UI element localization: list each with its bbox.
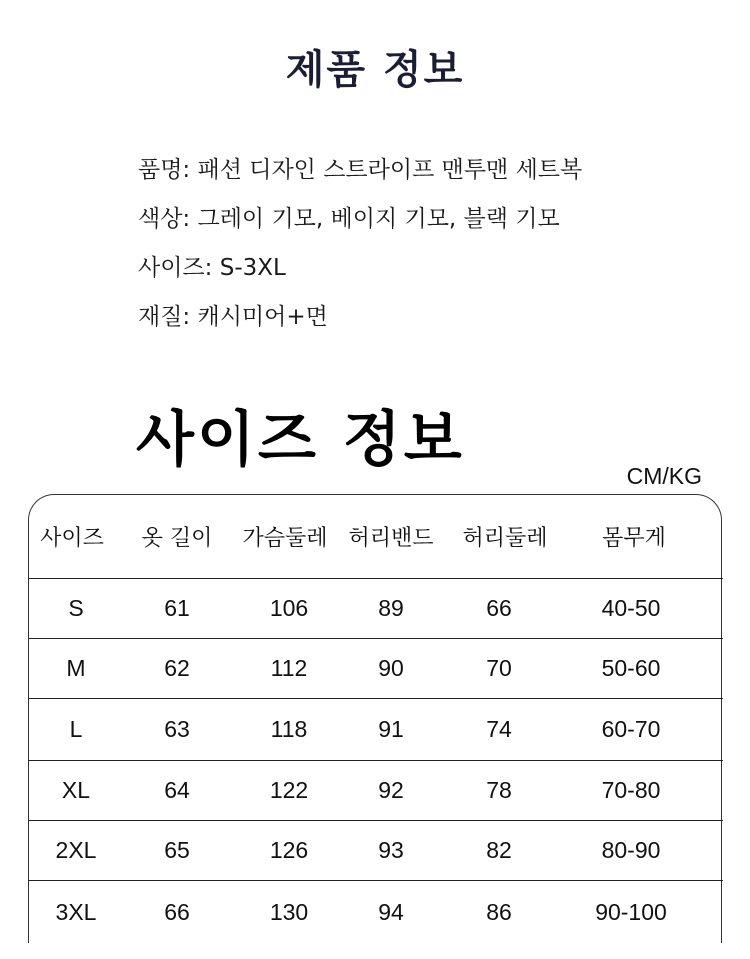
table-row bbox=[29, 881, 723, 944]
cell-size: S bbox=[68, 595, 84, 621]
header-waist: 허리둘레 bbox=[462, 526, 548, 551]
product-info-title: 제품 정보 bbox=[285, 47, 465, 93]
header-weight: 몸무게 bbox=[602, 526, 666, 551]
cell-chest: 112 bbox=[270, 655, 308, 681]
cell-size: 2XL bbox=[55, 837, 97, 863]
cell-weight: 70-80 bbox=[601, 777, 661, 803]
cell-weight: 60-70 bbox=[601, 716, 661, 742]
cell-length: 65 bbox=[164, 837, 190, 863]
cell-size: 3XL bbox=[55, 899, 97, 925]
header-length: 옷 길이 bbox=[141, 526, 213, 551]
table-row bbox=[29, 761, 723, 821]
cell-waist: 82 bbox=[486, 837, 512, 863]
size-range-row: 사이즈: S-3XL bbox=[138, 255, 286, 281]
cell-waistband: 90 bbox=[378, 655, 404, 681]
product-name-row: 품명: 패션 디자인 스트라이프 맨투맨 세트복 bbox=[138, 157, 583, 183]
cell-chest: 122 bbox=[269, 777, 309, 803]
cell-waistband: 92 bbox=[378, 777, 404, 803]
table-row bbox=[29, 639, 723, 699]
table-row bbox=[29, 699, 723, 761]
cell-size: M bbox=[66, 655, 86, 681]
header-size: 사이즈 bbox=[40, 526, 104, 551]
header-chest: 가슴둘레 bbox=[242, 526, 328, 551]
cell-chest: 106 bbox=[269, 595, 309, 621]
cell-size: L bbox=[69, 716, 83, 742]
table-row bbox=[29, 821, 723, 881]
table-header-row bbox=[29, 495, 723, 579]
cell-weight: 40-50 bbox=[601, 595, 661, 621]
header-waistband: 허리밴드 bbox=[348, 526, 434, 551]
cell-chest: 126 bbox=[269, 837, 309, 863]
product-info-list bbox=[138, 146, 582, 342]
unit-label: CM/KG bbox=[626, 463, 702, 489]
cell-weight: 80-90 bbox=[601, 837, 661, 863]
cell-chest: 118 bbox=[270, 716, 308, 742]
material-row: 재질: 캐시미어+면 bbox=[138, 304, 328, 330]
cell-waist: 70 bbox=[486, 655, 512, 681]
cell-length: 62 bbox=[164, 655, 190, 681]
cell-waistband: 93 bbox=[378, 837, 404, 863]
table-row bbox=[29, 579, 723, 639]
cell-waist: 78 bbox=[486, 777, 512, 803]
cell-size: XL bbox=[61, 777, 91, 803]
cell-waistband: 89 bbox=[378, 595, 404, 621]
cell-length: 61 bbox=[164, 595, 190, 621]
cell-length: 63 bbox=[164, 716, 190, 742]
cell-waistband: 91 bbox=[378, 716, 404, 742]
cell-weight: 50-60 bbox=[601, 655, 661, 681]
size-info-title: 사이즈 정보 bbox=[136, 405, 465, 475]
cell-length: 64 bbox=[164, 777, 190, 803]
cell-weight: 90-100 bbox=[595, 899, 667, 925]
cell-waist: 86 bbox=[486, 899, 512, 925]
cell-waistband: 94 bbox=[378, 899, 404, 925]
color-row: 색상: 그레이 기모, 베이지 기모, 블랙 기모 bbox=[138, 206, 560, 232]
cell-waist: 74 bbox=[486, 716, 512, 742]
cell-waist: 66 bbox=[486, 595, 512, 621]
cell-chest: 130 bbox=[269, 899, 309, 925]
cell-length: 66 bbox=[164, 899, 190, 925]
size-table bbox=[28, 494, 722, 943]
